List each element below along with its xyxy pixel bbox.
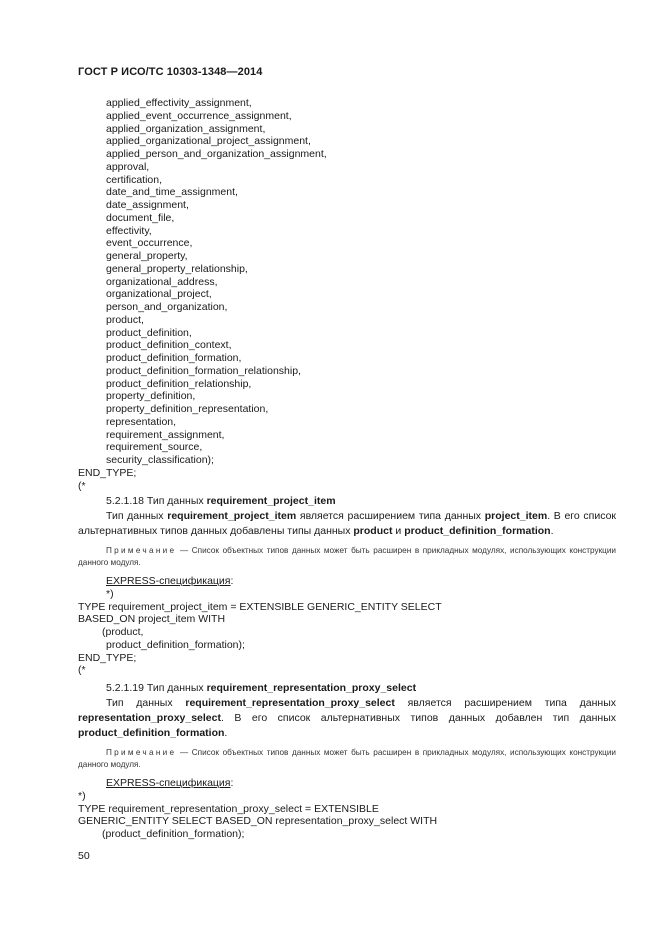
end-type-block	[78, 467, 616, 493]
type-list-item: organizational_address,	[106, 275, 218, 288]
express-label: EXPRESS-спецификация	[106, 777, 231, 789]
page-number: 50	[78, 850, 90, 862]
text-run: является расширением типа данных	[407, 697, 616, 709]
note-label: Примечание	[106, 546, 177, 555]
type-name: product_definition_formation	[404, 525, 551, 537]
code-line: GENERIC_ENTITY SELECT BASED_ON representation_proxy_select WITH	[78, 815, 438, 828]
code-line: END_TYPE;	[78, 651, 137, 664]
code-line: BASED_ON project_item WITH	[78, 613, 226, 626]
text-run: и	[395, 525, 402, 537]
text-run: :	[230, 777, 234, 789]
type-list-item: property_definition_representation,	[106, 403, 269, 415]
express-heading	[78, 575, 616, 588]
type-list-item: applied_organizational_project_assignment,	[106, 135, 311, 148]
type-list-item: product_definition_formation,	[106, 352, 242, 364]
express-code-block	[78, 790, 616, 841]
type-list-item: general_property,	[106, 250, 188, 262]
heading-number: 5.2.1.19	[106, 682, 144, 694]
type-list-item: date_assignment,	[106, 199, 189, 211]
type-list-item: product_definition_formation_relationship,	[106, 364, 301, 377]
text-run: Тип данных	[106, 697, 173, 709]
type-list-item: product_definition_context,	[106, 339, 232, 352]
heading-text: Тип данных	[146, 682, 204, 694]
type-list-item: product_definition_relationship,	[106, 377, 252, 390]
text-run: является расширением типа данных	[299, 510, 482, 522]
code-line: *)	[106, 587, 114, 600]
type-list-item: applied_person_and_organization_assignment,	[106, 148, 327, 160]
text-run: . В его список альтернативных типов данных добавлен тип данных	[220, 712, 616, 724]
code-line: (*	[78, 664, 86, 677]
type-name: project_item	[484, 510, 548, 522]
type-list-item: product_definition,	[106, 326, 192, 339]
type-name: product_definition_formation	[78, 727, 225, 739]
type-list-item: general_property_relationship,	[106, 262, 248, 275]
text-run: . В его список альтернативных типов данных добавлены типы данных	[78, 510, 617, 537]
code-line: *)	[78, 789, 86, 802]
code-line: (product_definition_formation);	[102, 828, 245, 840]
type-list-item: approval,	[106, 160, 150, 173]
type-list-item: requirement_source,	[106, 441, 203, 454]
type-list-item: certification,	[106, 173, 163, 186]
type-list-item: property_definition,	[106, 390, 196, 403]
type-list-item: organizational_project,	[106, 288, 212, 301]
heading-number: 5.2.1.18	[106, 495, 144, 507]
text-run: .	[550, 525, 554, 537]
type-name: requirement_representation_proxy_select	[185, 697, 395, 709]
document-header: ГОСТ Р ИСО/ТС 10303-1348—2014	[78, 66, 263, 78]
code-line: product_definition_formation);	[106, 638, 245, 651]
select-type-list	[106, 97, 327, 467]
type-list-item: person_and_organization,	[106, 301, 228, 313]
section-heading	[78, 681, 616, 696]
type-name: requirement_project_item	[167, 510, 297, 522]
code-line: TYPE requirement_project_item = EXTENSIBLE GENERIC_ENTITY SELECT	[78, 600, 442, 613]
type-list-item: applied_effectivity_assignment,	[106, 97, 252, 109]
note	[78, 545, 616, 569]
type-list-item: document_file,	[106, 211, 175, 224]
express-label: EXPRESS-спецификация	[106, 575, 231, 587]
heading-type-name: requirement_project_item	[206, 495, 336, 507]
type-name: product	[353, 525, 393, 537]
type-list-item: requirement_assignment,	[106, 428, 225, 441]
code-line: (product,	[102, 626, 144, 638]
note-text: — Список объектных типов данных может быть расширен в прикладных модулях, использующих конструкции данного модуля.	[78, 748, 617, 769]
express-code-block	[78, 588, 616, 677]
section-paragraph	[78, 509, 616, 539]
type-list-item: event_occurrence,	[106, 237, 193, 250]
type-list-item: date_and_time_assignment,	[106, 186, 238, 199]
type-list-item: representation,	[106, 415, 177, 428]
text-run: .	[224, 727, 228, 739]
heading-text: Тип данных	[146, 495, 204, 507]
type-list-item: applied_organization_assignment,	[106, 122, 266, 135]
express-heading	[78, 777, 616, 790]
section-5-2-1-19	[78, 681, 616, 841]
section-5-2-1-18	[78, 494, 616, 677]
note	[78, 747, 616, 771]
note-text: — Список объектных типов данных может быть расширен в прикладных модулях, использующих конструкции данного модуля.	[78, 546, 617, 567]
type-list-item: product,	[106, 313, 144, 326]
text-run: Тип данных	[106, 510, 164, 522]
text-run: :	[230, 575, 234, 587]
type-list-item: applied_event_occurrence_assignment,	[106, 109, 292, 122]
code-line: TYPE requirement_representation_proxy_select = EXTENSIBLE	[78, 802, 379, 815]
type-list-item: effectivity,	[106, 224, 152, 237]
type-list-item: security_classification);	[106, 454, 214, 466]
section-paragraph	[78, 696, 616, 741]
type-name: representation_proxy_select	[78, 712, 221, 724]
note-label: Примечание	[106, 748, 177, 757]
code-line: END_TYPE;	[78, 467, 137, 479]
code-line: (*	[78, 479, 86, 492]
heading-type-name: requirement_representation_proxy_select	[206, 682, 417, 694]
section-heading	[78, 494, 616, 509]
